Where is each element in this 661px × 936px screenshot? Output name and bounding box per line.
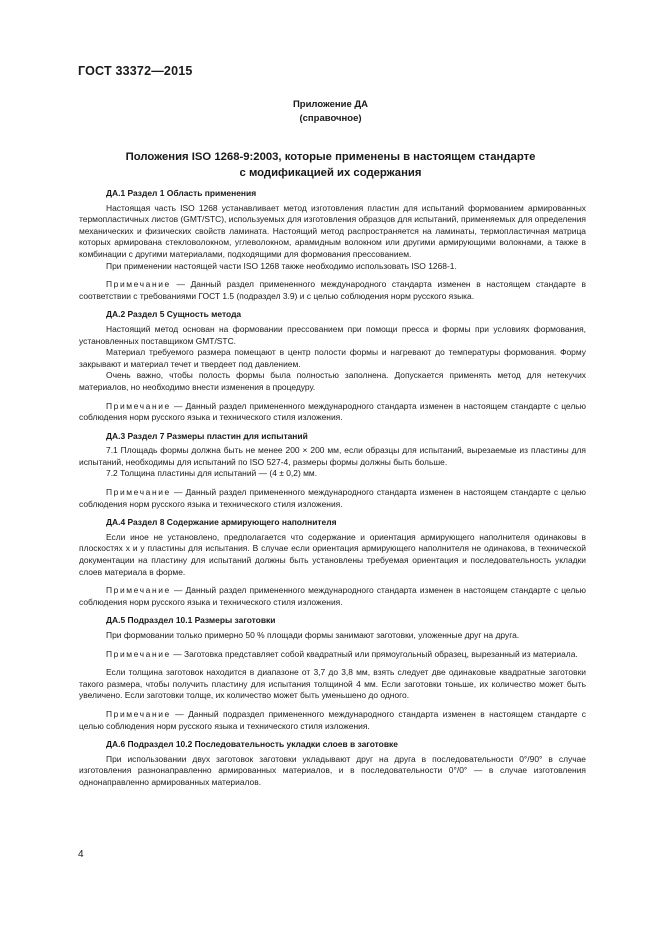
note-label: Примечание — [106, 279, 171, 290]
section-heading-da1: ДА.1 Раздел 1 Область применения — [106, 188, 257, 198]
paragraph: При формовании только примерно 50 % площади формы занимают заготовки, уложенные друг на друга. — [106, 630, 520, 640]
paragraph: 7.2 Толщина пластины для испытаний — (4 ± 0,2) мм. — [106, 468, 318, 479]
note-text: — Данный раздел примененного международного стандарта изменен в настоящем стандарте с целью соблюдения норм русского языка и технического стиля изложения. — [79, 585, 586, 607]
annex-title: Приложение ДА — [292, 99, 369, 110]
note-paragraph — [79, 279, 586, 302]
paragraph: При применении настоящей части ISO 1268 также необходимо использовать ISO 1268-1. — [106, 260, 457, 271]
note-label: Примечание — [106, 708, 171, 719]
note-label: Примечание — [106, 400, 171, 411]
note-text: — Заготовка представляет собой квадратный или прямоугольный образец, вырезанный из материала. — [170, 648, 578, 659]
note-text: — Данный раздел примененного международного стандарта изменен в настоящем стандарте с целью соблюдения норм русского языка и технического стиля изложения. — [79, 487, 586, 509]
note-paragraph — [79, 487, 586, 510]
section-heading-da3: ДА.3 Раздел 7 Размеры пластин для испытаний — [106, 430, 308, 441]
document-title-line-1: Положения ISO 1268-9:2003, которые применены в настоящем стандарте — [125, 151, 536, 163]
document-body — [79, 188, 586, 789]
paragraph: Если иное не установлено, предполагается что содержание и ориентация армирующего наполнителя одинаковы в плоскостях x и y пластины для испытания. В случае если ориентация армирующего наполнителя не одинакова, в технической документации на пластину для испытаний должны быть установлены требуемая ориентация и последовательность укладки слоев материала в форме. — [79, 531, 586, 577]
annex-heading — [0, 98, 661, 126]
note-paragraph — [79, 401, 586, 424]
page-number: 4 — [78, 849, 84, 860]
paragraph: 7.1 Площадь формы должна быть не менее 200 × 200 мм, если образцы для испытаний, вырезаемые из пластины для испытаний, необходимы для испытаний по ISO 527-4, размеры формы должны быть больше. — [79, 445, 586, 467]
section-heading-da2: ДА.2 Раздел 5 Сущность метода — [106, 309, 242, 320]
note-paragraph — [79, 585, 586, 608]
document-title-line-2: с модификацией их содержания — [239, 166, 422, 179]
note-label: Примечание — [106, 648, 171, 659]
paragraph: Настоящий метод основан на формовании прессованием при помощи пресса и формы при условиях формования, установленных поставщиком GMT/STC. — [79, 323, 586, 346]
section-heading-da5: ДА.5 Подраздел 10.1 Размеры заготовки — [106, 615, 276, 626]
annex-subtitle: (справочное) — [299, 113, 362, 124]
note-label: Примечание — [106, 487, 171, 498]
section-heading-da6: ДА.6 Подраздел 10.2 Последовательность укладки слоев в заготовке — [106, 739, 398, 750]
paragraph: Очень важно, чтобы полость формы была полностью заполнена. Допускается применять метод для нетекучих материалов, но необходимо внести изменения в процедуру. — [79, 370, 586, 392]
paragraph: Материал требуемого размера помещают в центр полости формы и нагревают до температуры формования. Форму закрывают и материал течет и твердеет под давлением. — [79, 347, 586, 369]
note-paragraph — [79, 649, 586, 661]
paragraph: При использовании двух заготовок заготовки укладывают друг на друга в последовательности 0°/90° в случае изготовления разнонаправленно армированных материалов, и в последовательности 0°/0° — в случае изготовления однонаправленно армированных материалов. — [79, 753, 586, 787]
paragraph: Настоящая часть ISO 1268 устанавливает метод изготовления пластин для испытаний формованием армированных термопластичных листов (GMT/STC), используемых для изготовления образцов для испытаний, применяемых для определения механических и физических свойств ламината. Настоящий метод распространяется на ламинаты, термопластичная матрица которых армирована стекловолокном, углеволокном, арамидным волокном или другими армирующими волокнами, а также в комбинации с другими материалами, подходящими для формования прессованием. — [79, 202, 586, 259]
note-text: — Данный раздел примененного международного стандарта изменен в настоящем стандарте с целью соблюдения норм русского языка и технического стиля изложения. — [79, 400, 586, 423]
note-text: — Данный раздел примененного международного стандарта изменен в настоящем стандарте в соответствии с требованиями ГОСТ 1.5 (подраздел 3.9) и с целью соблюдения норм русского языка. — [79, 279, 586, 301]
note-text: — Данный подраздел примененного международного стандарта изменен в настоящем стандарте с целью соблюдения норм русского языка и технического стиля изложения. — [79, 708, 586, 731]
paragraph: Если толщина заготовок находится в диапазоне от 3,7 до 3,8 мм, взять следует две одинаковые квадратные заготовки такого размера, чтобы получить пластину для испытания толщиной 4 мм. Если заготовки тоньше, их количество может быть увеличено. Если заготовки толще, их количество может быть уменьшено до одного. — [79, 667, 586, 701]
section-heading-da4: ДА.4 Раздел 8 Содержание армирующего наполнителя — [106, 517, 337, 528]
note-label: Примечание — [106, 585, 171, 596]
note-paragraph — [79, 709, 586, 732]
standard-header: ГОСТ 33372—2015 — [78, 64, 193, 78]
document-title — [0, 150, 661, 181]
